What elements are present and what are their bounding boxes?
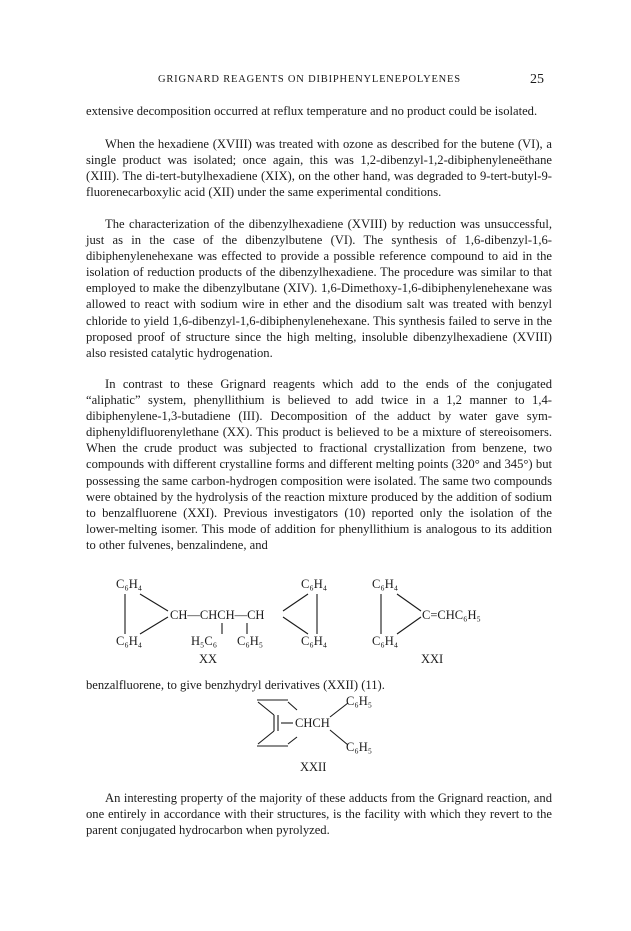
xx-left-bottom: C₆H₄: [116, 634, 143, 648]
xxii-label: XXII: [300, 760, 327, 774]
xx-right-bond-upper: [283, 594, 308, 611]
structure-xxi: [372, 577, 481, 666]
xx-right-top: C₆H₄: [301, 577, 328, 591]
xxi-top: C₆H₄: [372, 577, 399, 591]
xx-left-bond-lower: [140, 617, 168, 634]
xx-right-bottom: C₆H₄: [301, 634, 328, 648]
xxii-fulvene-lower-right: [288, 737, 297, 744]
xxii-center: CHCH: [295, 716, 330, 730]
paragraph-benzalfluorene: benzalfluorene, to give benzhydryl derivatives (XXII) (11).: [86, 678, 385, 692]
paragraph-continuation: extensive decomposition occurred at reflux temperature and no product could be isolated.: [86, 104, 538, 118]
xxi-bond-upper: [397, 594, 421, 611]
paragraph-ozonolysis: When the hexadiene (XVIII) was treated with ozone as described for the butene (VI), a single product was isolated; once again, this was 1,2-dibenzyl-1,2-dibiphenyleneëthane (XIII). The di-tert-butylhexadiene (XIX), on the other hand, was degraded to 9-tert-butyl-9-fluorenecarboxylic acid (XII) under the same experimental conditions.: [86, 137, 552, 200]
xx-right-bond-lower: [283, 617, 308, 634]
structure-xx: [116, 577, 327, 666]
running-title: GRIGNARD REAGENTS ON DIBIPHENYLENEPOLYENES: [158, 74, 461, 85]
xx-chain: CH—CHCH—CH: [170, 608, 265, 622]
xxii-fulvene-lower-left: [258, 731, 274, 744]
xx-left-bond-upper: [140, 594, 168, 611]
xx-sub-left: H₅C₆: [191, 634, 218, 648]
xxii-lower: C₆H₅: [346, 740, 373, 754]
xx-left-top: C₆H₄: [116, 577, 143, 591]
xxii-fulvene-upper-left: [258, 702, 274, 715]
paragraph-characterization: The characterization of the dibenzylhexadiene (XVIII) by reduction was unsuccessful, just as in the case of the dibenzylbutene (VI). The synthesis of 1,6-dibenzyl-1,6-dibiphenylenehexane was effected to provide a possible reference compound to aid in the isolation of reduction products of the dibenzylhexadiene. The procedure was similar to that employed to make the dibenzylbutane (XIV). 1,6-Dimethoxy-1,6-dibiphenylenehexane was allowed to react with sodium wire in ether and the disodium salt was treated with benzyl chloride to yield 1,6-dibenzyl-1,6-dibiphenylenehexane. This synthesis failed to serve in the proposed proof of structure since the high melting, insoluble dibenzylhexadiene (XVIII) also resisted catalytic hydrogenation.: [86, 217, 552, 360]
xxii-fulvene-upper-right: [288, 702, 297, 710]
paragraph-pyrolysis: An interesting property of the majority of these adducts from the Grignard reaction, and one entirely in accordance with their structures, is the facility with which they revert to the parent conjugated hydrocarbon when pyrolyzed.: [86, 791, 552, 838]
paragraph-phenyllithium: In contrast to these Grignard reagents which add to the ends of the conjugated “aliphatic” system, phenyllithium is believed to add twice in a 1,2 manner to 1,4-dibiphenylene-1,3-butadiene (III). Decomposition of the adduct by water gave sym-diphenyldifluorenylethane (XX). This product is believed to be a mixture of stereoisomers. When the crude product was subjected to fractional crystallization from benzene, two compounds with different crystalline forms and different melting points (320° and 345°) but possessing the same carbon-hydrogen composition were isolated. The same two compounds were obtained by the hydrolysis of the reaction mixture produced by the addition of sodium to benzalfluorene (XXI). Previous investigators (10) reported only the isolation of the lower-melting isomer. This mode of addition for phenyllithium is analogous to its addition to other fulvenes, benzalindene, and: [86, 377, 552, 552]
page-number: 25: [530, 72, 544, 87]
xx-sub-right: C₆H₅: [237, 634, 264, 648]
xxi-group: C=CHC₆H₅: [422, 608, 481, 622]
xx-label: XX: [199, 652, 218, 666]
structure-xxii: [257, 694, 372, 774]
xxii-upper: C₆H₅: [346, 694, 373, 708]
xxi-label: XXI: [421, 652, 444, 666]
xxi-bond-lower: [397, 617, 421, 634]
xxi-bottom: C₆H₄: [372, 634, 399, 648]
